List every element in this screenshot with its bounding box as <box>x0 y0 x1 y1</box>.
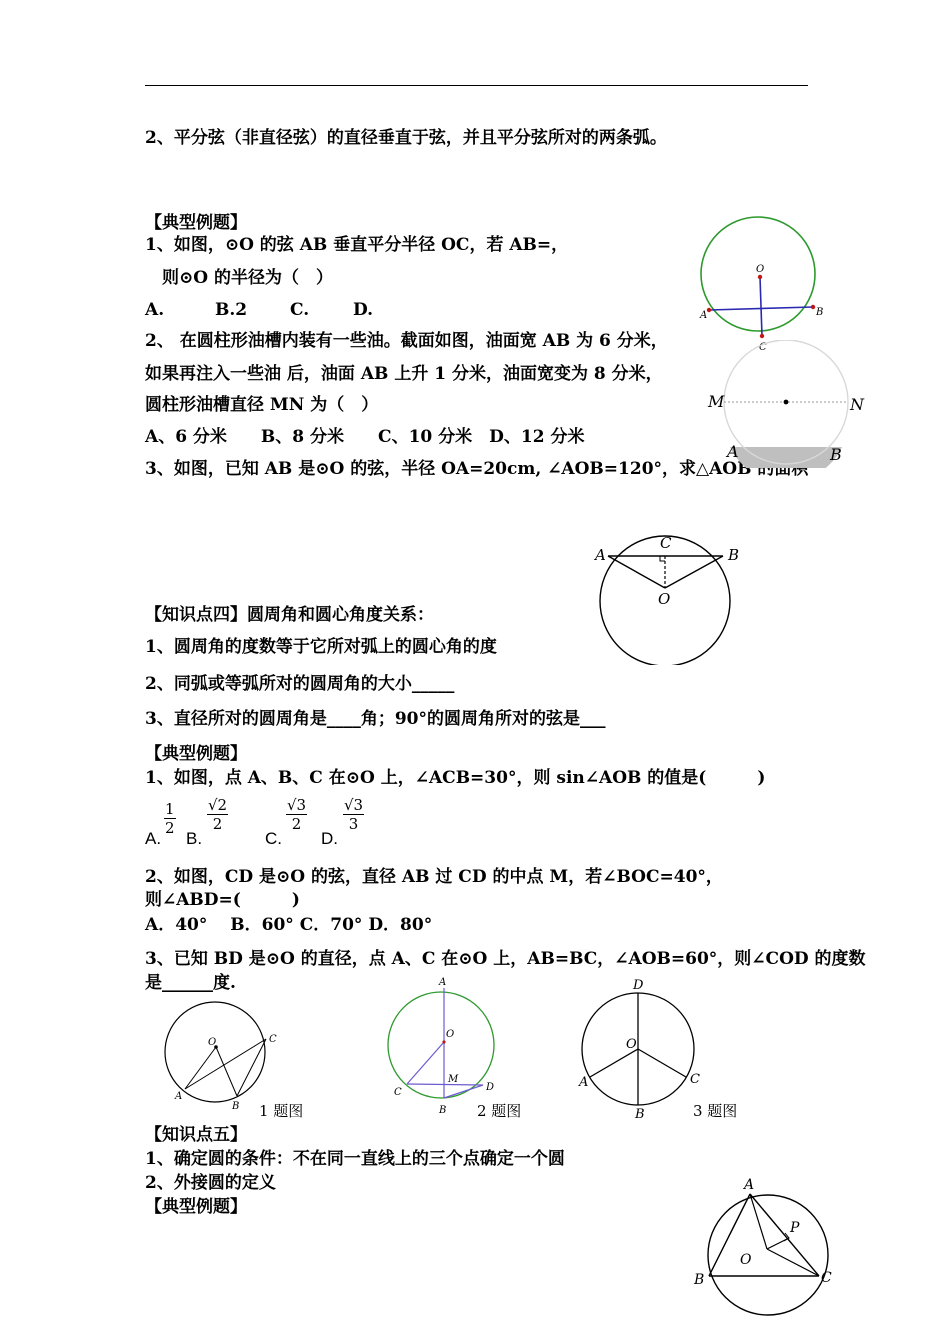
fraction-c-denominator: 2 <box>291 815 302 833</box>
ex2-q2-line1: 2、如图，CD 是⊙O 的弦，直径 AB 过 CD 的中点 M，若∠BOC=40°， <box>145 867 723 887</box>
label-b: B <box>232 1101 240 1112</box>
point-o <box>758 275 762 279</box>
kp5-item-1: 1、确定圆的条件：不在同一直线上的三个点确定一个圆 <box>145 1149 565 1169</box>
kp5-title: 【知识点五】 <box>145 1125 247 1145</box>
label-b: B <box>694 1272 705 1288</box>
ex1-q1-line2: 则⊙O 的半径为（ ） <box>162 268 333 288</box>
label-c: C <box>660 534 672 552</box>
fraction-c <box>286 796 307 833</box>
label-a: A <box>579 1075 589 1090</box>
label-a: A <box>727 442 739 461</box>
ex2-q1-option-d: D. <box>321 829 338 848</box>
circumcircle <box>708 1195 828 1315</box>
label-a: A <box>175 1091 183 1102</box>
label-c: C <box>690 1072 700 1087</box>
circle-o <box>165 1002 265 1102</box>
point-o <box>442 1040 445 1043</box>
fraction-a-numerator: 1 <box>165 800 175 818</box>
ex1-q1: 1、如图，⊙O 的弦 AB 垂直平分半径 OC，若 AB=， <box>145 235 569 255</box>
ex2-q3-line2: 是______度. <box>145 973 236 993</box>
fraction-d-numerator: √3 <box>344 796 364 814</box>
ex1-q3: 3、如图，已知 AB 是⊙O 的弦，半径 OA=20cm, ∠AOB=120°，求△AOB 的面积 <box>145 459 809 479</box>
figure-oil-tank <box>700 340 870 468</box>
label-o: O <box>756 264 765 275</box>
segment-ao <box>185 1047 216 1089</box>
caption-figure-3: 3 题图 <box>693 1102 738 1120</box>
figure-circumcircle-triangle <box>688 1172 838 1318</box>
fraction-b-denominator: 2 <box>212 815 223 833</box>
label-o: O <box>626 1037 637 1052</box>
label-o: O <box>208 1037 217 1048</box>
fraction-c-numerator: √3 <box>287 796 307 814</box>
segment-ob <box>665 556 723 588</box>
ex2-q3-line1: 3、已知 BD 是⊙O 的直径，点 A、C 在⊙O 上，AB=BC，∠AOB=60°，则∠COD 的度数 <box>145 949 866 969</box>
section-examples-3: 【典型例题】 <box>145 1197 247 1217</box>
fraction-b <box>207 796 228 833</box>
label-o: O <box>740 1252 752 1268</box>
ex1-q2-line2: 如果再注入一些油 后，油面 AB 上升 1 分米，油面宽变为 8 分米， <box>145 364 663 384</box>
ex1-q1-option-b: B.2 <box>215 300 248 320</box>
point-a <box>707 308 711 312</box>
ex2-q1-option-a: A. <box>145 829 162 848</box>
fraction-a <box>164 800 176 837</box>
fraction-b-numerator: √2 <box>208 796 228 814</box>
kp4-title: 【知识点四】圆周角和圆心角度关系： <box>145 605 434 625</box>
ex1-q2-options: A、6 分米 B、8 分米 C、10 分米 D、12 分米 <box>145 427 585 447</box>
ex2-q2-options: A．40° B．60° C．70° D．80° <box>145 915 433 935</box>
side-ac <box>750 1194 819 1276</box>
label-a: A <box>439 977 447 988</box>
label-p: P <box>790 1220 800 1236</box>
label-c: C <box>759 342 767 353</box>
segment-ob <box>216 1047 237 1096</box>
section-examples-1: 【典型例题】 <box>145 213 247 233</box>
section-examples-2: 【典型例题】 <box>145 744 247 764</box>
right-angle-mark <box>660 556 665 561</box>
center-point <box>784 400 789 405</box>
ex1-q2-line3: 圆柱形油槽直径 MN 为（ ） <box>145 395 379 415</box>
figure-problem-2 <box>380 975 505 1117</box>
kp4-item-2: 2、同弧或等弧所对的圆周角的大小_____ <box>145 674 455 694</box>
ex2-q1-option-c: C. <box>265 829 282 848</box>
label-b: B <box>635 1107 645 1120</box>
chord-cd <box>407 1084 483 1085</box>
kp4-item-3: 3、直径所对的圆周角是____角；90°的圆周角所对的弦是___ <box>145 709 606 729</box>
radius-oc <box>760 277 762 336</box>
label-a: A <box>744 1177 755 1193</box>
ex2-q1: 1、如图，点 A、B、C 在⊙O 上，∠ACB=30°，则 sin∠AOB 的值是( ) <box>145 768 766 788</box>
label-b: B <box>728 546 740 564</box>
segment-oc <box>767 1249 819 1276</box>
segment-oc <box>638 1049 686 1077</box>
ex1-q1-option-a: A. <box>145 300 165 320</box>
label-m: M <box>448 1074 459 1085</box>
segment-oa <box>590 1049 638 1077</box>
fraction-a-denominator: 2 <box>165 819 175 837</box>
label-o: O <box>658 590 671 608</box>
kp5-item-2: 2、外接圆的定义 <box>145 1173 276 1193</box>
ex1-q1-option-c: C. <box>290 300 310 320</box>
label-c: C <box>821 1270 832 1286</box>
figure-problem-3 <box>570 976 710 1120</box>
ex1-q1-option-d: D. <box>353 300 374 320</box>
segment-ao <box>750 1194 767 1249</box>
caption-figure-1: 1 题图 <box>259 1102 304 1120</box>
label-d: D <box>633 978 644 993</box>
ex1-q2-line1: 2、 在圆柱形油槽内装有一些油。截面如图，油面宽 AB 为 6 分米， <box>145 331 668 351</box>
label-a: A <box>595 546 606 564</box>
segment-co <box>407 1042 444 1084</box>
label-d: D <box>486 1082 495 1093</box>
segment-bd <box>444 1085 483 1098</box>
label-m: M <box>708 392 725 411</box>
label-a: A <box>700 310 708 321</box>
segment-ac <box>185 1039 266 1089</box>
kp4-item-1: 1、圆周角的度数等于它所对弧上的圆心角的度 <box>145 637 497 657</box>
figure-chord-ab-perpendicular-oc <box>695 210 830 358</box>
kp3-item-2: 2、平分弦（非直径弦）的直径垂直于弦，并且平分弦所对的两条弧。 <box>145 128 667 148</box>
label-b: B <box>439 1105 447 1116</box>
caption-figure-2: 2 题图 <box>477 1102 522 1120</box>
point-b <box>811 305 815 309</box>
label-c: C <box>269 1034 277 1045</box>
figure-triangle-aob <box>590 515 750 665</box>
label-c: C <box>394 1087 402 1098</box>
segment-oa <box>608 556 665 588</box>
label-b: B <box>830 445 842 464</box>
fraction-d <box>343 796 364 833</box>
ex2-q2-line2: 则∠ABD=( ) <box>145 890 300 910</box>
label-n: N <box>850 395 864 414</box>
point-c <box>760 334 764 338</box>
label-o: O <box>446 1029 455 1040</box>
header-rule <box>145 85 808 86</box>
ex2-q1-option-b: B. <box>186 829 203 848</box>
label-b: B <box>816 307 824 318</box>
fraction-d-denominator: 3 <box>348 815 359 833</box>
